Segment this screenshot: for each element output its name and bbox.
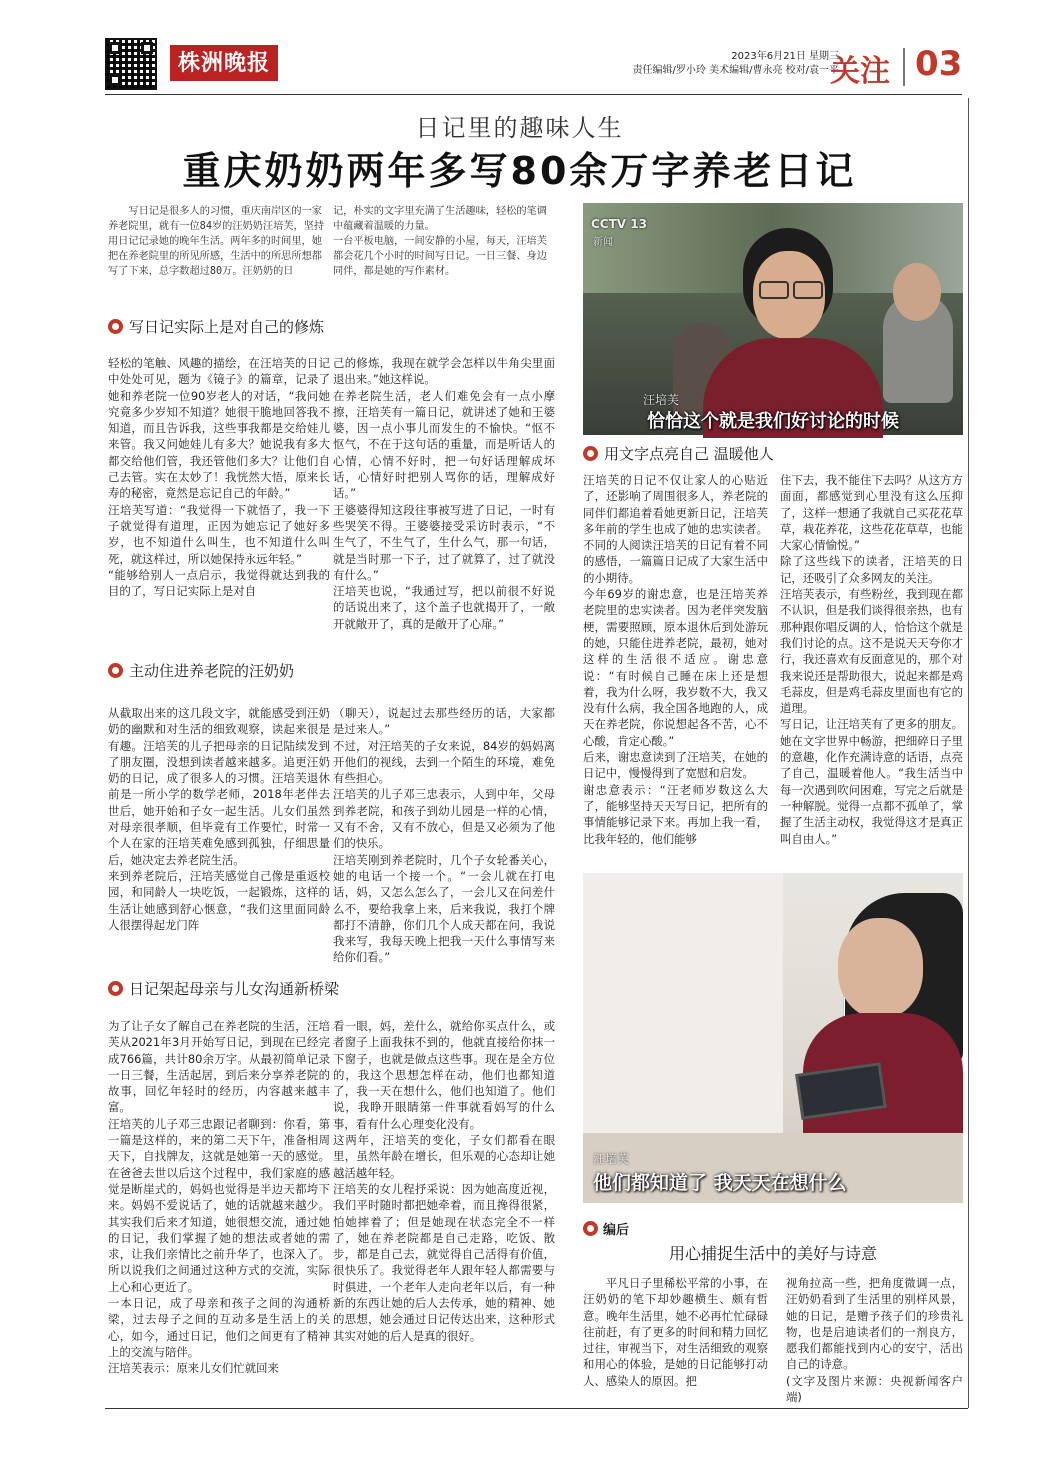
s4-col-1: 汪培芙的日记不仅让家人的心贴近了，还影响了周围很多人，养老院的同伴们都追着看她更新日记，汪培芙多年前的学生也成了她的忠实读者。不同的人阅读汪培芙的日记有着不同的感悟，一篇篇日记成了大家生活中的小期待。 今年69岁的谢忠意，也是汪培芙养老院里的忠实读者。因为老伴突发脑梗，需要照顾，原本退休后到处游玩的她，只能住进养老院，最初，她对这样的生活很不适应。谢忠意说：“有时候自己睡在床上还是想着，我为什么呀，我岁数不大，我又没有什么病，我全国各地跑的人，成天在养老院，你说想起各不苦，心不心酸，肯定心酸。” 后来，谢忠意读到了汪培芙，在她的日记中，慢慢得到了宽慰和启发。 谢忠意表示：“汪老师岁数这么大了，能够坚持天天写日记，把所有的事情能够记录下来。再加上我一看，比我年轻的，他们能够 (583, 473, 768, 846)
glasses-icon (759, 281, 789, 299)
intro-col-1: 写日记是很多人的习惯，重庆南岸区的一家养老院里，就有一位84岁的汪奶奶汪培芙，坚持用日记记录她的晚年生活。两年多的时间里，她把在养老院里的所见所感，生活中的所思所想都写了下来，总字数超过80万。汪奶奶的日 (108, 206, 325, 277)
qr-corner-icon (141, 42, 153, 54)
editor-note-col-1: 平凡日子里稀松平常的小事，在汪奶奶的笔下却妙趣横生、颇有哲意。晚年生活里，她不必再忙忙碌碌往前赶，有了更多的时间和精力回忆过往，审视当下，对生活细致的观察和用心的体验，是她的日记能够打动人、感染人的原因。把 (583, 1276, 768, 1388)
section-heading-2 (108, 660, 294, 681)
header-meta (633, 50, 839, 78)
editor-note-col-2: 视角拉高一些，把角度微调一点，汪奶奶看到了生活里的别样风景，她的日记，是赠予孩子们的珍贵礼物，也是启迪读者们的一剂良方，愿我们都能找到内心的安宁，活出自己的诗意。 (文字及图片来源：央视新闻客户端) (786, 1276, 963, 1405)
section-heading-4 (583, 443, 774, 464)
footer-rule (105, 1408, 968, 1409)
photo-interview-2 (583, 873, 963, 1203)
s3-col-1: 为了让子女了解自己在养老院的生活，汪培芙从2021年3月开始写日记，到现在已经完成766篇，共计80余万字。从最初简单记录一日三餐，生活起居，到后来分享养老院的故事，回忆年轻时的经历，内容越来越丰富。 汪培芙的儿子邓三忠跟记者聊到：你看，第一篇是这样的，来的第二天下午，准备相周天下，自找牌友，这就是她第一天的感觉。在爸爸去世以后这个过程中，我们家庭的感觉是断崖式的，妈妈也觉得是半边天都垮下来。妈妈不爱说话了，她的话就越来越少。其实我们后来才知道，她很想交流，通过她的日记，我们掌握了她的想法或者她的需求，让我们亲情比之前升华了，也深入了。所以说我们之间通过这种方式的交流，实际上心和心更近了。 一本日记，成了母亲和孩子之间的沟通桥梁，过去母子之间的互动多是生活上的关心，如今，通过日记，他们之间更有了精神上的交流与陪伴。 汪培芙表示：原来儿女们忙就回来 (108, 1019, 330, 1376)
speaker-name: 汪培芙 (593, 1152, 630, 1166)
section-title: 主动住进养老院的汪奶奶 (129, 662, 295, 680)
bg-person-head (893, 263, 941, 321)
date-line: 2023年6月21日 星期三 (731, 51, 839, 62)
subject-face (838, 918, 923, 1018)
qr-code[interactable] (105, 38, 157, 90)
photo-caption: 他们都知道了 我天天在想什么 (593, 1172, 847, 1194)
section-title: 写日记实际上是对自己的修炼 (129, 318, 325, 336)
s4-col-2: 住下去，我不能住下去吗？从这方方面面，都感觉到心里没有这么压抑了，这样一想通了我就自己买花花草草，栽花养花，这些花花草草，也能大家心情愉悦。” 除了这些线下的读者，汪培芙的日记，还吸引了众多网友的关注。 汪培芙表示，有些粉丝，我到现在都不认识，但是我们谈得很亲热，也有那种跟你唱反调的人，恰恰这个就是我们讨论的点。这不是说天天夸你才行，我还喜欢有反面意见的，那个对我来说还是帮助很大，说起来都是鸡毛蒜皮，但是鸡毛蒜皮里面也有它的道理。 写日记，让汪培芙有了更多的朋友。她在文字世界中畅游，把细碎日子里的意趣，化作充满诗意的话语，点亮了自己，温暖着他人。“我生活当中每一次遇到吹问困难，写完之后就是一种解脱。觉得一点都不孤单了，掌握了生活主动权，我觉得这才是真正叫自由人。” (780, 473, 963, 846)
section-title: 用文字点亮自己 温暖他人 (604, 445, 774, 463)
s2-col-2: （聊天），说起过去那些经历的话，大家都是过来人。” 不过，对汪培芙的子女来说，84岁的妈妈离开他们的视线，去到一个陌生的环境，难免有些担心。 汪培芙的儿子邓三忠表示，人到中年，父母到养老院，和孩子到幼儿园是一样的心情，又有不舍，又有不放心，但是又必须为了他们的快乐。 汪培芙刚到养老院时，几个子女轮番关心，她的电话一个接一个。“一会儿就在打电话，妈，又怎么怎么了，一会儿又在问差什么不，要给我拿上来，后来我说，我打个牌都打不清静，你们几个人成天都在问，我说我来写，我每天晚上把我一天什么事情写来给你们看。” (333, 706, 555, 965)
section-title: 日记架起母亲与儿女沟通新桥梁 (129, 980, 340, 998)
qr-corner-icon (109, 74, 121, 86)
s1-col-1: 轻松的笔触、风趣的描绘，在汪培芙的日记中处处可见，题为《镜子》的篇章，记录了她和养老院一位90岁老人的对话，“我问她究竟多少岁知不知道？她很干脆地回答我不知道，而且告诉我，这些事我都是交给娃儿来管。我又问她娃儿有多大？她说我有多大都交给他们管，我还管他们多大？让他们自己去管。实在太妙了！我恍然大悟，原来长寿的秘密，竟然是忘记自己的年龄。” 汪培芙写道：“我觉得一下就悟了，我一下子就觉得有道理，正因为她忘记了她好多岁，也不知道什么叫生，也不知道什么叫死，就这样过，所以她保持永远年轻。” “能够给别人一点启示，我觉得就达到我的目的了，写日记实际上是对自 (108, 356, 330, 599)
article-subtitle: 日记里的趣味人生 (415, 114, 624, 142)
header-rule (105, 94, 962, 95)
editor-note-badge (583, 1219, 629, 1238)
bullet-icon (583, 446, 598, 461)
s1-col-2: 己的修炼，我现在就学会怎样以牛角尖里面退出来。”她这样说。 在养老院生活，老人们难免会有一点小摩擦，汪培芙有一篇日记，就讲述了她和王婆婆，因一点小事儿而发生的不愉快。“怄不怄气，不在于这句话的重量，而是听话人的心情，心情不好时，把一句好话理解成坏话，心情好时把别人骂你的话，理解成好话。” 王婆婆得知这段往事被写进了日记，一时有些哭笑不得。王婆婆接受采访时表示，“不生气了，不生气了，生什么气，那一句话，就是当时那一下子，过了就算了，过了就没有什么。” 汪培芙也说，“我通过写，把以前很不好说的话说出来了，这个盖子也就揭开了，一敞开就敞开了，真的是敞开了心扉。” (333, 356, 555, 631)
article-headline: 重庆奶奶两年多写80余万字养老日记 (182, 149, 857, 193)
photo-interview-1 (583, 203, 963, 435)
badge-label: 编后 (603, 1223, 630, 1238)
section-name: 关注 (830, 54, 890, 89)
s3-col-2: 看一眼，妈，差什么，就给你买点什么，或者窗子上面我抹不到的，他就直接给你抹一下窗子，也就是做点这些事。现在是全方位的，我这个思想怎样在动，他们也都知道了，我一天在想什么，他们也知道了。他们说，我睁开眼睛第一件事就看妈写的什么事，看有什么心理变化没有。 这两年，汪培芙的变化，子女们都看在眼里，虽然年龄在增长，但乐观的心态却让她越活越年轻。 汪培芙的女儿程抒采说：因为她高度近视，我们平时随时都把她牵着，而且搀得很紧，怕她摔着了；但是她现在状态完全不一样了，她在养老院都是自己走路，吃饭、散步，都是自己去，就觉得自己活得有价值，很快乐了。我觉得老年人跟年轻人都需要与时俱进，一个老年人走向老年以后，有一种新的东西让她的后人去传承，她的精神、她的思想，她会通过日记传达出来，这种形式其实对她的后人是真的很好。 (333, 1019, 555, 1343)
channel-sub: 新闻 (593, 237, 613, 248)
bullet-icon (108, 319, 123, 334)
header-divider (903, 48, 905, 86)
channel-logo: CCTV 13 (591, 217, 647, 231)
bullet-icon (108, 663, 123, 678)
photo-caption: 恰恰这个就是我们好讨论的时候 (647, 411, 899, 432)
speaker-name: 汪培芙 (643, 393, 680, 407)
qr-corner-icon (109, 42, 121, 54)
s2-col-1: 从截取出来的这几段文字，就能感受到汪奶奶的幽默和对生活的细致观察，读起来很是有趣。汪培芙的儿子把母亲的日记陆续发到了朋友圈，没想到读者越来越多。追更汪奶奶的日记，成了很多人的习惯。汪培芙退休前是一所小学的数学老师，2018年老伴去世后，她开始和子女一起生活。儿女们虽然对母亲很孝顺，但毕竟有工作要忙，时常一个人在家的汪培芙难免感到孤独，仔细思量后，她决定去养老院生活。 来到养老院后，汪培芙感觉自己像是重返校园，和同龄人一块吃饭，一起锻炼，这样的生活让她感到舒心惬意，“我们这里面同龄人很摆得起龙门阵 (108, 706, 330, 932)
section-heading-1 (108, 316, 324, 337)
glasses-icon (793, 281, 823, 299)
editor-note-title: 用心捕捉生活中的美好与诗意 (668, 1244, 877, 1263)
newspaper-logo: 株洲晚报 (170, 45, 278, 81)
column-divider (968, 98, 969, 1408)
page-number: 03 (915, 44, 963, 84)
bullet-icon (108, 981, 123, 996)
intro-col-2: 记，朴实的文字里充满了生活趣味，轻松的笔调中蕴藏着温暖的力量。 一台平板电脑，一间安静的小屋，每天，汪培芙都会花几个小时的时间写日记。一日三餐、身边同伴，都是她的写作素材。 (333, 206, 547, 277)
bullet-icon (583, 1221, 598, 1236)
section-heading-3 (108, 978, 339, 999)
editors-line: 责任编辑/罗小玲 美术编辑/曹永亮 校对/袁一平 (632, 65, 839, 76)
